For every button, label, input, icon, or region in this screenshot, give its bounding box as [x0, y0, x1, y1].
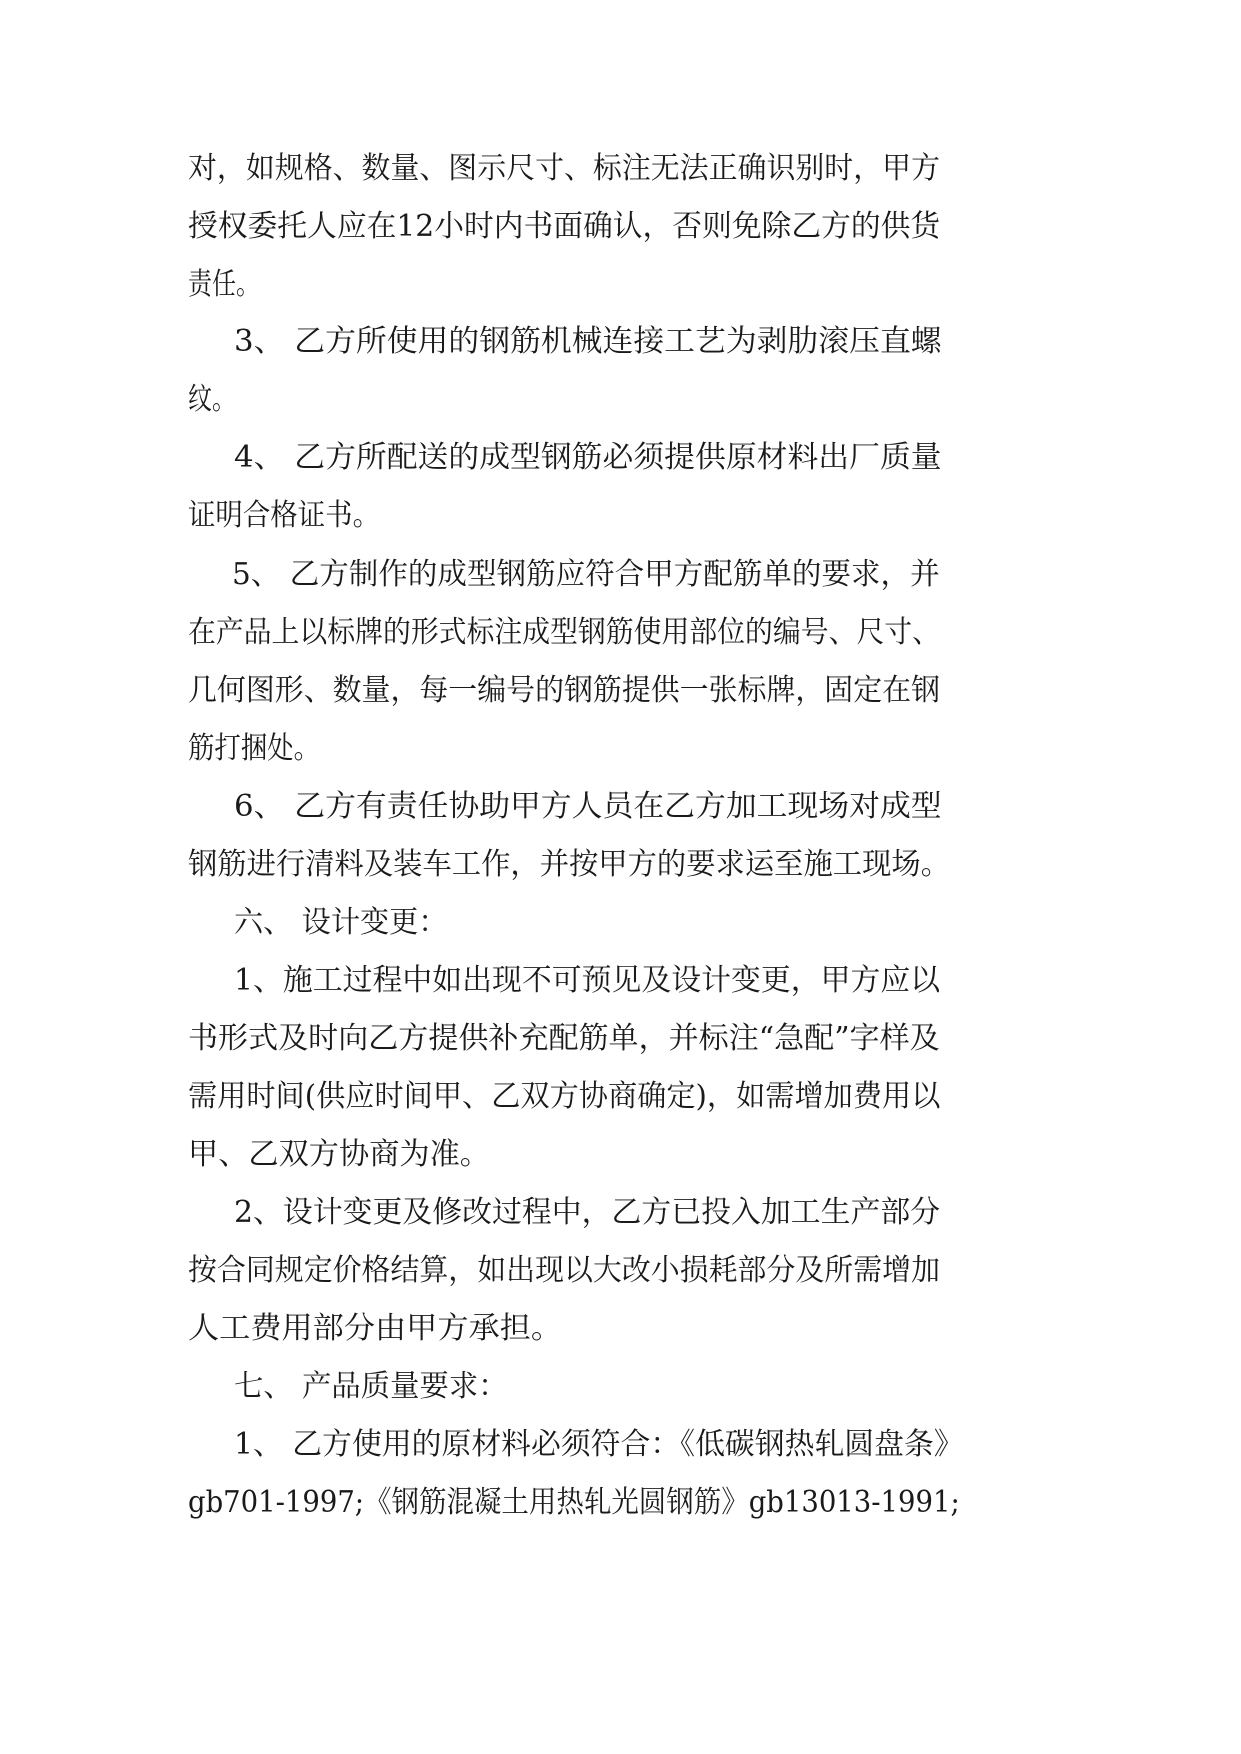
text-line: 责任。	[188, 267, 260, 302]
text-line: 证明合格证书。	[188, 498, 380, 533]
text-line: 按合同规定价格结算，如出现以大改小损耗部分及所需增加	[188, 1253, 940, 1288]
section-heading: 六、 设计变更：	[234, 905, 448, 940]
text-line: 钢筋进行清料及装车工作，并按甲方的要求运至施工现场。	[188, 847, 950, 882]
text-line: 1、施工过程中如出现不可预见及设计变更，甲方应以	[234, 963, 941, 998]
text-line: 5、 乙方制作的成型钢筋应符合甲方配筋单的要求，并	[232, 557, 940, 592]
text-line: 3、 乙方所使用的钢筋机械连接工艺为剥肋滚压直螺	[234, 324, 942, 359]
text-line: 4、 乙方所配送的成型钢筋必须提供原材料出厂质量	[234, 440, 942, 475]
section-heading: 七、 产品质量要求：	[234, 1369, 508, 1404]
text-line: 需用时间(供应时间甲、乙双方协商确定)，如需增加费用以	[188, 1079, 941, 1114]
text-line: 人工费用部分由甲方承担。	[188, 1311, 562, 1346]
text-line: 筋打捆处。	[188, 731, 320, 766]
text-line: 书形式及时向乙方提供补充配筋单，并标注“急配”字样及	[188, 1021, 940, 1056]
text-line: 授权委托人应在12小时内书面确认，否则免除乙方的供货	[188, 209, 941, 244]
text-line: gb701-1997;《钢筋混凝土用热轧光圆钢筋》gb13013-1991;	[188, 1485, 960, 1520]
text-line: 纹。	[188, 382, 236, 417]
text-line: 在产品上以标牌的形式标注成型钢筋使用部位的编号、尺寸、	[188, 615, 940, 650]
text-line: 6、 乙方有责任协助甲方人员在乙方加工现场对成型	[234, 789, 942, 824]
text-line: 几何图形、数量，每一编号的钢筋提供一张标牌，固定在钢	[188, 673, 940, 708]
text-line: 1、 乙方使用的原材料必须符合：《低碳钢热轧圆盘条》	[234, 1427, 964, 1462]
text-line: 对，如规格、数量、图示尺寸、标注无法正确识别时，甲方	[188, 151, 940, 186]
text-line: 甲、乙双方协商为准。	[188, 1137, 490, 1172]
text-line: 2、设计变更及修改过程中，乙方已投入加工生产部分	[234, 1195, 941, 1230]
